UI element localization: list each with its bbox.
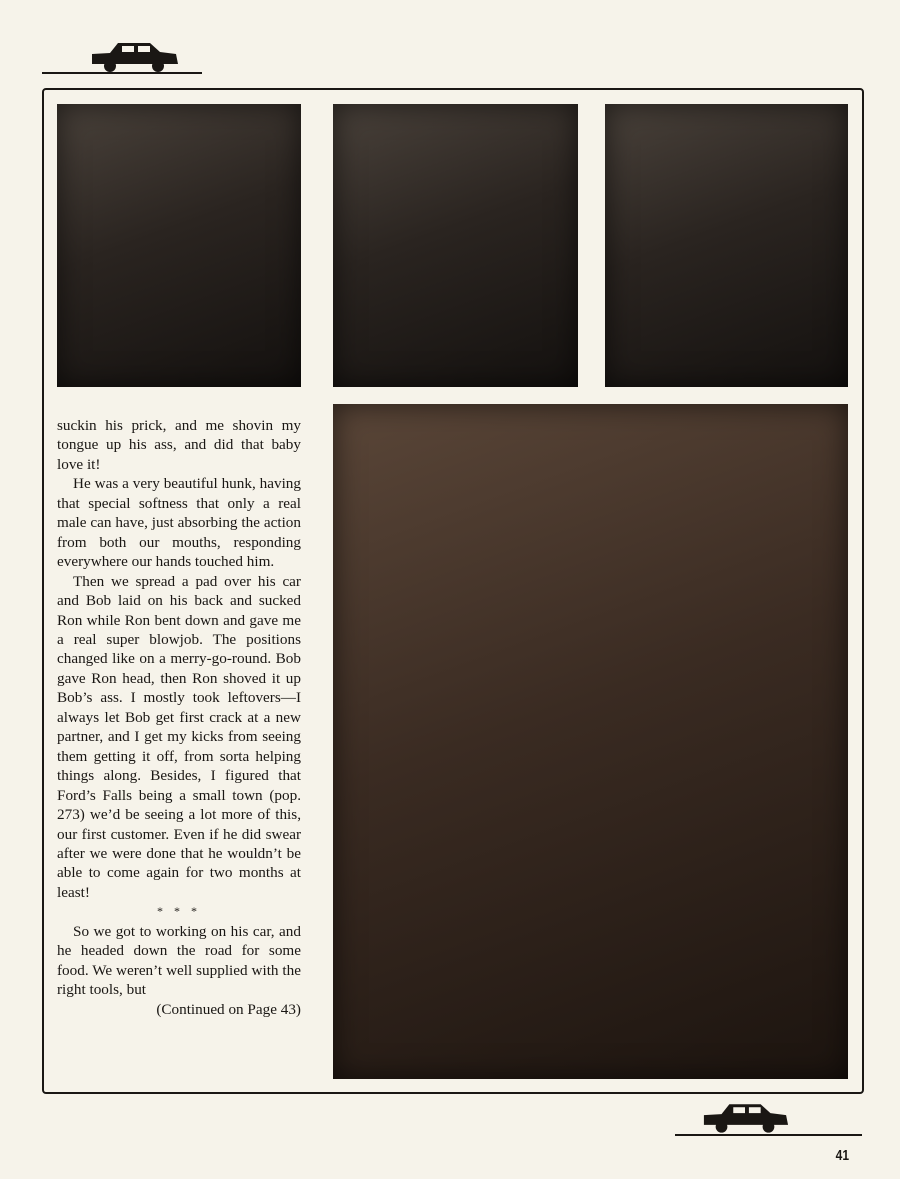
page-number: 41 bbox=[835, 1147, 850, 1164]
continued-note: (Continued on Page 43) bbox=[156, 1000, 301, 1018]
paragraph: So we got to working on his car, and he headed down the road for some food. We weren’t well supplied with the right tools, but bbox=[57, 922, 301, 999]
car-icon bbox=[700, 1100, 790, 1136]
top-rule bbox=[42, 72, 202, 74]
photo-large bbox=[333, 404, 848, 1079]
paragraph: suckin his prick, and me shovin my tongue up his ass, and did that baby love it! bbox=[57, 417, 301, 473]
article-text bbox=[57, 416, 301, 1019]
paragraph: He was a very beautiful hunk, having that special softness that only a real male can have, just absorbing the action from both our mouths, responding everywhere our hands touched him. bbox=[57, 475, 301, 571]
photo-top-right bbox=[605, 104, 848, 387]
photo-top-left bbox=[57, 104, 301, 387]
car-icon bbox=[88, 40, 180, 74]
section-separator: * * * bbox=[157, 904, 201, 919]
paragraph: Then we spread a pad over his car and Bob laid on his back and sucked Ron while Ron bent down and gave me a real super blowjob. The positions changed like on a merry-go-round. Bob gave Ron head, then Ron shoved it up Bob’s ass. I mostly took leftovers—I always let Bob get first crack at a new partner, and I get my kicks from seeing them getting it off, from sorta helping things along. Besides, I figured that Ford’s Falls being a small town (pop. 273) we’d be seeing a lot more of this, our first customer. Even if he did swear after we were done that he wouldn’t be able to come again for two months at least! bbox=[57, 572, 301, 901]
photo-top-middle bbox=[333, 104, 578, 387]
